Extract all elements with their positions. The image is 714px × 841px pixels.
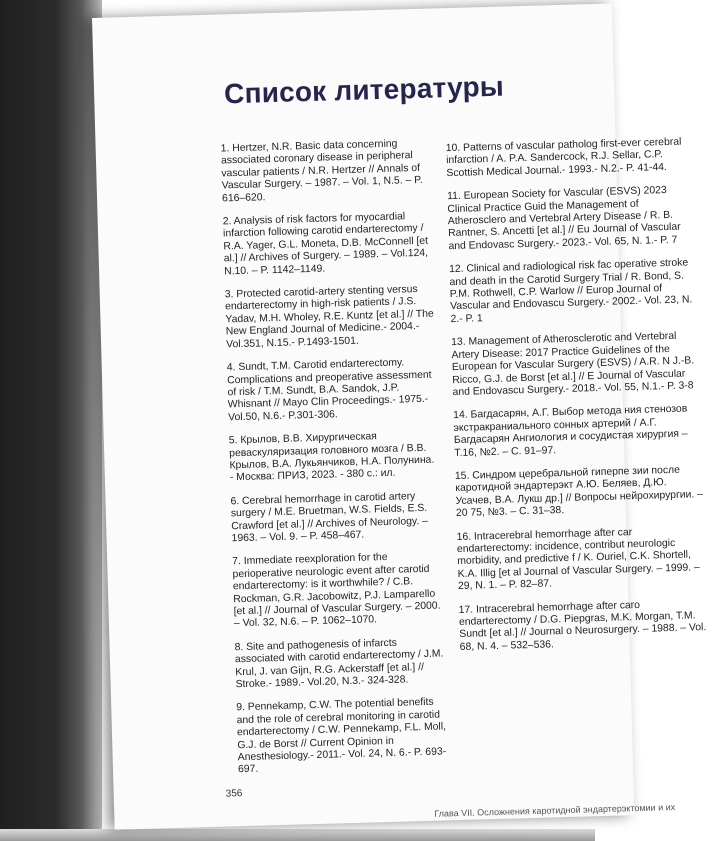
reference-item: 7. Immediate reexploration for the perioperative neurologic event after carotid endarterectomy: is it worthwhile? / C.B. Rockman, G.R. Jacobowitz, P.J. Lamparello [et al.] // Journal of Vascular Surgery. – 2000. – Vol. 32, N.6. – P. 1062–1070. bbox=[232, 552, 441, 630]
reference-column-left bbox=[221, 138, 449, 788]
reference-item: 17. Intracerebral hemorrhage after caro endarterectomy / D.G. Piepgras, M.K. Morgan, T.M. Sundt [et al.] // Journal o Neurosurgery. – 1988. – Vol. 68, N. 4. – 532–536. bbox=[458, 599, 707, 653]
page-title: Список литературы bbox=[223, 70, 505, 110]
scan-bottom-edge bbox=[0, 829, 595, 841]
reference-item: 11. European Society for Vascular (ESVS) 2023 Clinical Practice Guid the Management of Atherosclero and Vertebral Artery Disease / R. B. Rantner, S. Ancetti [et al.] // Eu Journal of Vascular and Endovasc Surgery.- 2023.- Vol. 65, N. 1.- P. 7 bbox=[446, 185, 681, 252]
reference-item: 12. Clinical and radiological risk fac operative stroke and death in the Carotid Surgery Trial / R. Bond, S. P.M. Rothwell, C.P. Warlow // Europ Journal of Vascular and Endovascu Surgery.- 2002.- Vol. 23, N. 2.- P. 1 bbox=[449, 257, 693, 325]
reference-item: 10. Patterns of vascular patholog first-ever cerebral infarction / A. P.A. Sandercock, R.J. Sellar, C.P. Scottish Medical Journal.- 1993.- N.2.- P. 41-44. bbox=[445, 136, 682, 179]
reference-item: 9. Pennekamp, C.W. The potential benefits and the role of cerebral monitoring in carotid endarterectomy / C.W. Pennekamp, F.L. Moll, G.J. de Borst // Current Opinion in Anesthesiology.- 2011.- Vol. 24, N. 6.- P. 693-697. bbox=[236, 697, 447, 776]
chapter-footer: Глава VII. Осложнения каротидной эндартерэктомии и их bbox=[434, 802, 676, 819]
reference-item: 2. Analysis of risk factors for myocardial infarction following carotid endarterectomy / R.A. Yager, G.L. Moneta, D.B. McConnell [et al.] // Archives of Surgery. – 1989. – Vol.124, N.10. – P. 1142–1149. bbox=[222, 211, 429, 278]
book-page bbox=[92, 3, 707, 829]
reference-item: 8. Site and pathogenesis of infarcts associated with carotid endarterectomy / J.M. Krul, J. van Gijn, R.G. Ackerstaff [et al.] // Stroke.- 1989.- Vol.20, N.3.- 324-328. bbox=[234, 637, 444, 691]
reference-item: 4. Sundt, T.M. Carotid endarterectomy. Complications and preoperative assessment of risk / T.M. Sundt, B.A. Sandok, J.P. Whisnant // Mayo Clin Proceedings.- 1975.- Vol.50, N.6.- P.301-306. bbox=[226, 357, 432, 424]
reference-item: 14. Багдасарян, А.Г. Выбор метода ния стенозов экстракраниального сонных артерий / А.Г. Багдасарян Ангиология и сосудистая хирургия – Т.16, №2. – С. 91–97. bbox=[453, 403, 688, 459]
scan-spine-shadow bbox=[0, 0, 102, 841]
reference-item: 3. Protected carotid-artery stenting versus endarterectomy in high-risk patients / J.S. Yadav, M.H. Wholey, R.E. Kuntz [et al.] // The New England Journal of Medicine.- 2004.- Vol.351, N.15.- P.1493-1501. bbox=[224, 284, 434, 351]
reference-item: 15. Синдром церебральной гиперпе зии после каротидной эндартерэкт А.Ю. Беляев, Д.Ю. Усачев, В.А. Лукш др.] // Вопросы нейрохирургии. – 20 75, №3. – С. 31–38. bbox=[454, 464, 704, 520]
reference-item: 13. Management of Atherosclerotic and Vertebral Artery Disease: 2017 Practice Guidelines of the European for Vascular Surgery (ESVS) / A.R. N J.-B. Ricco, G.J. de Borst [et al.] // E Journal of Vascular and Endovascu Surgery.- 2018.- Vol. 55, N.1.- P. 3-8 bbox=[451, 331, 695, 398]
reference-item: 16. Intracerebral hemorrhage after car endarterectomy: incidence, contribut neurologic morbidity, and predictive f / K. Ouriel, C.K. Shortell, K.A. Illig [et al Journal of Vascular Surgery. – 1999. – 29, N. 1. – P. 82–87. bbox=[456, 526, 700, 593]
page-number: 356 bbox=[225, 788, 243, 800]
reference-column-right bbox=[446, 136, 710, 665]
reference-item: 6. Cerebral hemorrhage in carotid artery surgery / M.E. Bruetman, W.S. Fields, E.S. Crawford [et al.] // Archives of Neurology. – 1963. – Vol. 9. – P. 458–467. bbox=[230, 490, 429, 545]
reference-item: 1. Hertzer, N.R. Basic data concerning associated coronary disease in peripheral vascular patients / N.R. Hertzer // Annals of Vascular Surgery. – 1987. – Vol. 1, N.5. – P. 616–620. bbox=[220, 138, 423, 205]
reference-item: 5. Крылов, В.В. Хирургическая реваскуляризация головного мозга / В.В. Крылов, В.А. Лукьянчиков, Н.А. Полунина. - Москва: ПРИЗ, 2023. - 380 с.: ил. bbox=[228, 431, 435, 484]
